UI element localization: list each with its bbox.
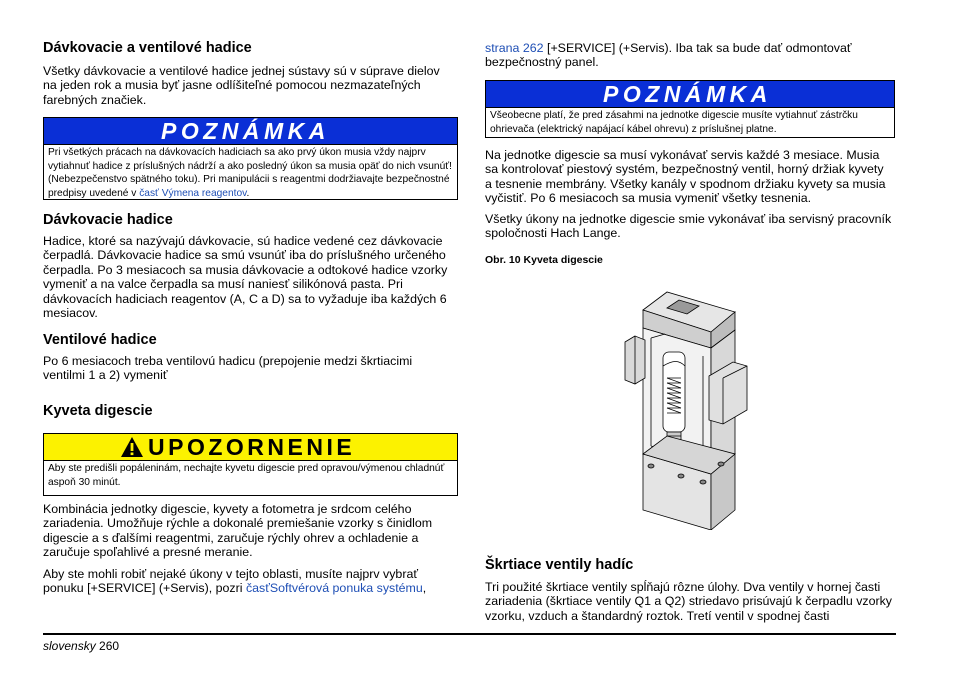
note-banner: POZNÁMKA: [44, 118, 457, 145]
note-text: Pri všetkých prácach na dávkovacích hadiciach sa ako prvý úkon musia vždy najprv vytiahnuť hadice z príslušných nádrží a ako posledný úkon sa musia opäť do nich vsunúť! (Nebezpečenstvo spätného toku). Pri manipulácii s reagentmi dodržiavajte bezpečnostné predpisy uvedené v časť Výmena reagentov.: [48, 147, 452, 199]
page-footer: [43, 639, 119, 653]
heading-dosing-hoses: Dávkovacie hadice: [43, 212, 173, 228]
figure-caption: Obr. 10 Kyveta digescie: [485, 254, 603, 266]
heading-pinch-valves: Škrtiace ventily hadíc: [485, 557, 634, 573]
link-reagent-replacement[interactable]: časť Výmena reagentov: [139, 187, 247, 199]
footer-rule: [43, 633, 896, 635]
link-software-menu[interactable]: časťSoftvérová ponuka systému: [245, 581, 423, 596]
warning-banner: [44, 434, 457, 461]
warning-banner-text: UPOZORNENIE: [148, 434, 356, 460]
note-banner-2: POZNÁMKA: [486, 81, 894, 108]
dosing-paragraph: Hadice, ktoré sa nazývajú dávkovacie, sú hadice vedené cez dávkovacie čerpadlá. Dávkovacie hadice sa smú vsunúť iba do príslušného určeného čerpadla. Po 3 mesiacoch sa musia dávkovacie a odtokové hadice vzorky vymeniť a na valce čerpadla sa musí naniesť silikónová pasta. Pri dávkovacích hadiciach reagentov (A, C a D) sa to vyžaduje iba každých 6 mesiacov.: [43, 234, 448, 321]
note-box-2: [485, 80, 895, 138]
note-text-2: Všeobecne platí, že pred zásahmi na jednotke digescie musíte vytiahnuť zástrčku ohrievača (elektrický napájací kábel ohrevu) z príslušnej platne.: [490, 110, 858, 135]
continuation-paragraph: strana 262 [+SERVICE] (+Servis). Iba tak sa bude dať odmontovať bezpečnostný panel.: [485, 41, 852, 70]
heading-valve-hoses: Ventilové hadice: [43, 332, 157, 348]
valve-paragraph: Po 6 mesiacoch treba ventilovú hadicu (prepojenie medzi škrtiacimi ventilmi 1 a 2) vymeniť: [43, 354, 413, 383]
warning-triangle-icon: [120, 436, 144, 458]
note-box-1: [43, 117, 458, 200]
digestion-cuvette-illustration: [623, 286, 751, 530]
heading-cuvette: Kyveta digescie: [43, 403, 153, 419]
pinch-valves-paragraph: Tri použité škrtiace ventily spĺňajú rôzne úlohy. Dva ventily v hornej časti zariadenia (škrtiace ventily Q1 a Q2) striedavo prisúvajú k čerpadlu vzorky vzorku, vzduch a štandardný roztok. Tretí ventil v spodnej časti: [485, 580, 892, 623]
warning-text: Aby ste predišli popáleninám, nechajte kyvetu digescie pred opravou/výmenou chladnúť aspoň 30 minút.: [48, 463, 445, 488]
warning-box: [43, 433, 458, 496]
link-page-262[interactable]: strana 262: [485, 41, 544, 55]
footer-page-number: 260: [99, 639, 120, 653]
staff-paragraph: Všetky úkony na jednotke digescie smie vykonávať iba servisný pracovník spoločnosti Hach Lange.: [485, 212, 892, 241]
cuvette-paragraph: Kombinácia jednotky digescie, kyvety a fotometra je srdcom celého zariadenia. Umožňuje rýchle a dokonalé premiešanie vzorky s činidlom digescie a s ďalšími reagentmi, zaručuje rýchly ohrev a ochladenie a zaručuje spoľahlivé a presné meranie.: [43, 502, 433, 560]
heading-hoses: Dávkovacie a ventilové hadice: [43, 40, 252, 56]
intro-paragraph: Všetky dávkovacie a ventilové hadice jednej sústavy sú v súprave dielov na jeden rok a musia byť jasne odlíšiteľné pomocou nezmazateľných farebných značiek.: [43, 64, 440, 107]
access-paragraph: Aby ste mohli robiť nejaké úkony v tejto oblasti, musíte najprv vybrať ponuku [+SERVICE] (+Servis), pozri časťSoftvérová ponuka systému,: [43, 567, 427, 596]
service-paragraph: Na jednotke digescie sa musí vykonávať servis každé 3 mesiace. Musia sa kontrolovať piestový systém, bezpečnostný ventil, horný držiak kyvety a tesnenie membrány. Všetky kanály v spodnom držiaku kyvety sa musia vyčistiť. Po 6 mesiacoch sa musia vymeniť všetky tesnenia.: [485, 148, 886, 206]
footer-language: slovensky: [43, 639, 96, 653]
